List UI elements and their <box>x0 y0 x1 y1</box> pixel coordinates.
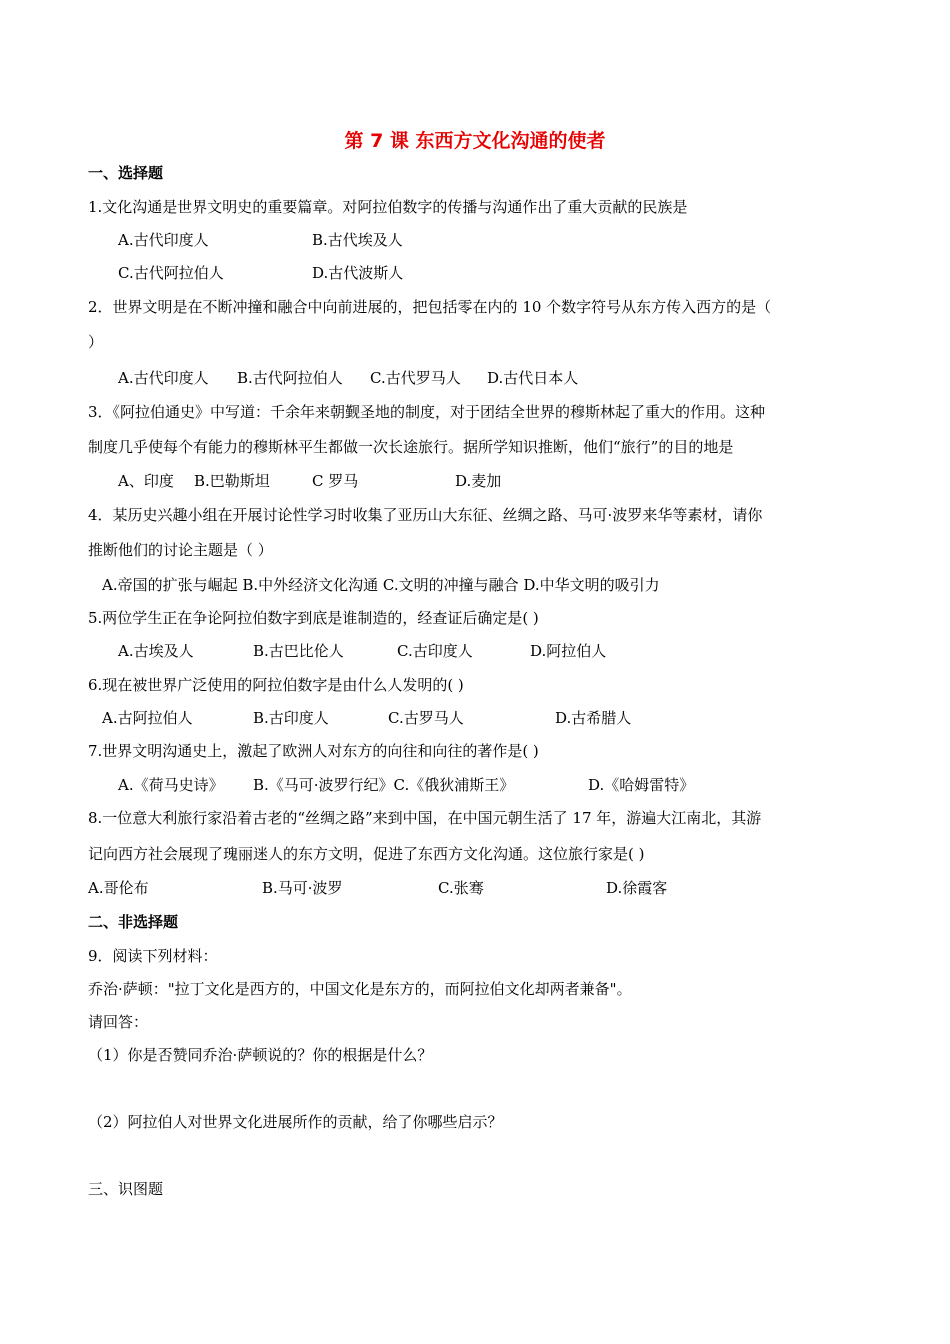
question-3-option-c: C 罗马 <box>312 472 359 490</box>
question-1-option-b: B.古代埃及人 <box>312 231 403 249</box>
section-heading-picture: 三、识图题 <box>88 1180 164 1198</box>
question-8-option-a: A.哥伦布 <box>88 879 149 897</box>
page-title: 第 7 课 东西方文化沟通的使者 <box>344 130 606 152</box>
question-9-sub-2: （2）阿拉伯人对世界文化进展所作的贡献，给了你哪些启示？ <box>88 1113 503 1131</box>
question-5-option-a: A.古埃及人 <box>118 642 194 660</box>
question-8-stem-line2: 记向西方社会展现了瑰丽迷人的东方文明，促进了东西方文化沟通。这位旅行家是( ) <box>88 845 645 863</box>
question-4-stem-line2: 推断他们的讨论主题是（ ） <box>88 541 273 559</box>
question-1-option-c: C.古代阿拉伯人 <box>118 264 224 282</box>
section-heading-non-choice: 二、非选择题 <box>88 913 179 931</box>
question-3-option-b: B.巴勒斯坦 <box>194 472 270 490</box>
question-9-sub-1: （1）你是否赞同乔治·萨顿说的？你的根据是什么？ <box>88 1046 433 1064</box>
question-1-stem: 1.文化沟通是世界文明史的重要篇章。对阿拉伯数字的传播与沟通作出了重大贡献的民族是 <box>88 198 688 216</box>
section-heading-choice: 一、选择题 <box>88 164 164 182</box>
question-2-stem-line1: 2．世界文明是在不断冲撞和融合中向前进展的，把包括零在内的 10 个数字符号从东方传入西方的是（ <box>88 298 772 316</box>
question-8-stem-line1: 8.一位意大利旅行家沿着古老的“丝绸之路”来到中国，在中国元朝生活了 17 年，游遍大江南北，其游 <box>88 809 762 827</box>
question-4-options: A.帝国的扩张与崛起 B.中外经济文化沟通 C.文明的冲撞与融合 D.中华文明的吸引力 <box>102 576 660 594</box>
question-6-option-c: C.古罗马人 <box>388 709 464 727</box>
question-5-option-d: D.阿拉伯人 <box>530 642 607 660</box>
question-5-option-c: C.古印度人 <box>397 642 473 660</box>
question-3-stem-line1: 3．《阿拉伯通史》中写道：千余年来朝觐圣地的制度，对于团结全世界的穆斯林起了重大的作用。这种 <box>88 403 766 421</box>
question-3-option-a: A、印度 <box>118 472 174 490</box>
question-8-option-d: D.徐霞客 <box>606 879 668 897</box>
question-6-option-d: D.古希腊人 <box>555 709 632 727</box>
question-7-option-a: A.《荷马史诗》 <box>118 776 224 794</box>
question-6-option-a: A.古阿拉伯人 <box>102 709 193 727</box>
question-9-stem: 9．阅读下列材料： <box>88 947 218 965</box>
question-9-prompt: 请回答： <box>88 1013 149 1031</box>
question-1-option-d: D.古代波斯人 <box>312 264 404 282</box>
question-2-option-a: A.古代印度人 <box>118 369 209 387</box>
question-3-stem-line2: 制度几乎使每个有能力的穆斯林平生都做一次长途旅行。据所学知识推断，他们“旅行”的目的地是 <box>88 438 734 456</box>
question-7-option-d: D.《哈姆雷特》 <box>588 776 695 794</box>
question-4-stem-line1: 4．某历史兴趣小组在开展讨论性学习时收集了亚历山大东征、丝绸之路、马可·波罗来华等素材，请你 <box>88 506 763 524</box>
question-8-option-b: B.马可·波罗 <box>262 879 343 897</box>
question-2-option-d: D.古代日本人 <box>487 369 579 387</box>
question-8-option-c: C.张骞 <box>438 879 484 897</box>
question-6-option-b: B.古印度人 <box>253 709 329 727</box>
question-9-material: 乔治·萨顿："拉丁文化是西方的，中国文化是东方的，而阿拉伯文化却两者兼备"。 <box>88 980 632 998</box>
question-7-option-b-c: B.《马可·波罗行纪》C.《俄狄浦斯王》 <box>253 776 515 794</box>
question-2-stem-line2: ） <box>88 333 104 351</box>
question-7-stem: 7.世界文明沟通史上，激起了欧洲人对东方的向往和向往的著作是( ) <box>88 742 539 760</box>
question-2-option-c: C.古代罗马人 <box>370 369 461 387</box>
question-1-option-a: A.古代印度人 <box>118 231 209 249</box>
question-3-option-d: D.麦加 <box>455 472 502 490</box>
question-5-option-b: B.古巴比伦人 <box>253 642 344 660</box>
question-5-stem: 5.两位学生正在争论阿拉伯数字到底是谁制造的，经查证后确定是( ) <box>88 609 539 627</box>
question-6-stem: 6.现在被世界广泛使用的阿拉伯数字是由什么人发明的( ) <box>88 676 464 694</box>
question-2-option-b: B.古代阿拉伯人 <box>237 369 343 387</box>
